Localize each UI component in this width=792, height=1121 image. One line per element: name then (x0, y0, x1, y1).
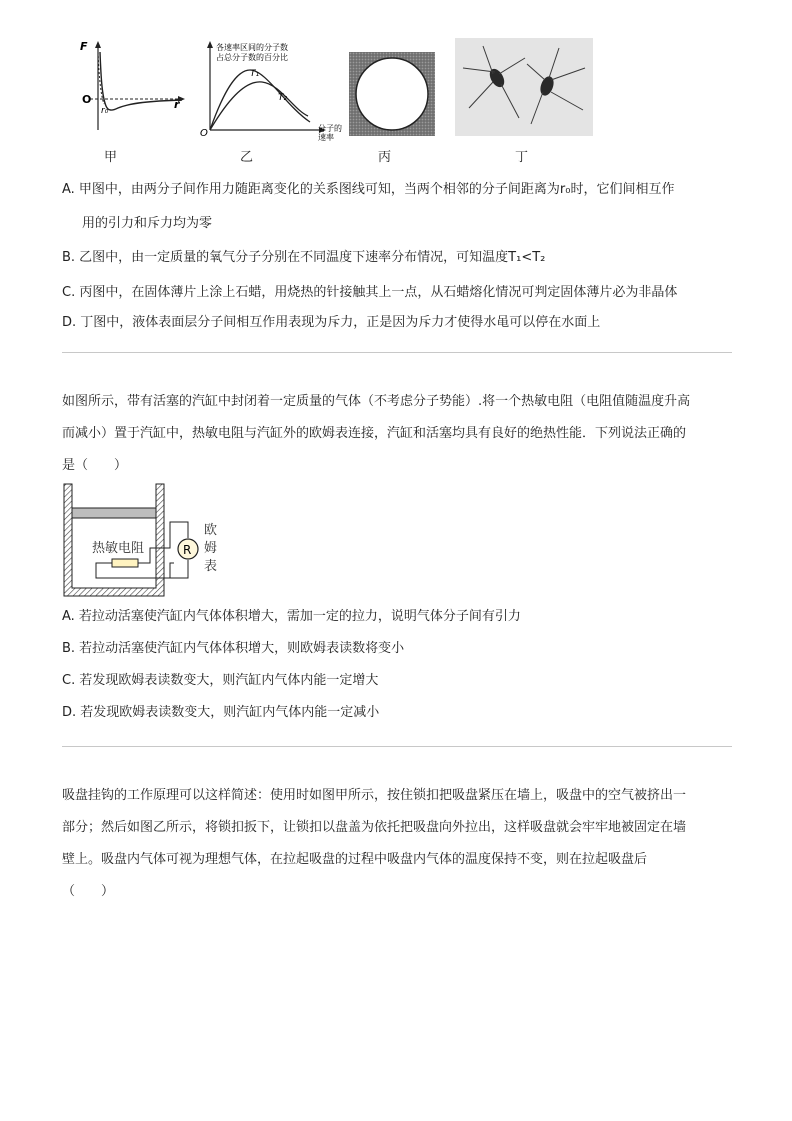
q2-option-a: A. 若拉动活塞使汽缸内气体体积增大，需加一定的拉力，说明气体分子间有引力 (62, 609, 521, 624)
figure-ding-caption: 丁 (515, 150, 529, 165)
q2-stem-line3: 是（ ） (62, 458, 128, 473)
yi-t2-label: T₂ (278, 93, 288, 103)
figure-yi-caption: 乙 (240, 150, 254, 165)
q1-option-d: D. 丁图中，液体表面层分子间相互作用表现为斥力，正是因为斥力才使得水黾可以停在水面上 (62, 315, 601, 330)
yi-y-axis-line2: 占总分子数的百分比 (216, 53, 288, 62)
figure-ding-water-striders (455, 38, 593, 136)
q3-stem-line4: （ ） (62, 884, 115, 899)
q2-stem-line2: 而减小）置于汽缸中，热敏电阻与汽缸外的欧姆表连接，汽缸和活塞均具有良好的绝热性能．下列说法正确的 (62, 426, 687, 441)
yi-x-axis-line2: 速率 (318, 133, 334, 142)
yi-t1-label: T₁ (250, 69, 260, 79)
divider (62, 746, 732, 747)
q2-meter-label-3: 表 (204, 559, 218, 574)
q2-meter-label-2: 姆 (204, 541, 218, 556)
q2-option-d: D. 若发现欧姆表读数变大，则汽缸内气体内能一定减小 (62, 705, 380, 720)
yi-y-axis-line1: 各速率区间的分子数 (216, 43, 288, 52)
jia-x-label: r (174, 98, 180, 111)
q3-stem-line2: 部分；然后如图乙所示，将锁扣扳下，让锁扣以盘盖为依托把吸盘向外拉出，这样吸盘就会牢牢地被固定在墙 (62, 820, 687, 835)
jia-r0-label: r₀ (101, 106, 109, 116)
q3-stem-line3: 壁上。吸盘内气体可视为理想气体，在拉起吸盘的过程中吸盘内气体的温度保持不变，则在拉起吸盘后 (62, 852, 648, 867)
jia-y-label: F (80, 40, 88, 53)
q1-option-a-line1: A. 甲图中，由两分子间作用力随距离变化的关系图线可知，当两个相邻的分子间距离为r₀时，它们间相互作 (62, 182, 675, 197)
q2-thermistor-label: 热敏电阻 (92, 541, 145, 556)
q1-option-b: B. 乙图中，由一定质量的氧气分子分别在不同温度下速率分布情况，可知温度T₁<T₂ (62, 250, 546, 265)
q2-stem-line1: 如图所示，带有活塞的汽缸中封闭着一定质量的气体（不考虑分子势能）.将一个热敏电阻（电阻值随温度升高 (62, 394, 691, 409)
divider (62, 352, 732, 353)
figure-yi-speed-distribution (198, 38, 346, 142)
q1-option-a-line2: 用的引力和斥力均为零 (82, 216, 213, 231)
q2-option-b: B. 若拉动活塞使汽缸内气体体积增大，则欧姆表读数将变小 (62, 641, 405, 656)
jia-origin: O (82, 93, 92, 106)
q2-figure-cylinder (62, 482, 232, 600)
q1-option-c: C. 丙图中，在固体薄片上涂上石蜡，用烧热的针接触其上一点，从石蜡熔化情况可判定固体薄片必为非晶体 (62, 285, 678, 300)
q2-option-c: C. 若发现欧姆表读数变大，则汽缸内气体内能一定增大 (62, 673, 379, 688)
figure-bing-wax-plate (349, 52, 435, 136)
q3-stem-line1: 吸盘挂钩的工作原理可以这样简述：使用时如图甲所示，按住锁扣把吸盘紧压在墙上，吸盘中的空气被挤出一 (62, 788, 687, 803)
q2-meter-symbol: R (183, 543, 192, 557)
q2-meter-label-1: 欧 (204, 523, 218, 538)
figure-jia-force-graph (70, 38, 190, 138)
figure-jia-caption: 甲 (104, 150, 118, 165)
figure-bing-caption: 丙 (378, 150, 392, 165)
yi-x-axis-line1: 分子的 (318, 124, 342, 133)
yi-origin: O (200, 128, 208, 139)
